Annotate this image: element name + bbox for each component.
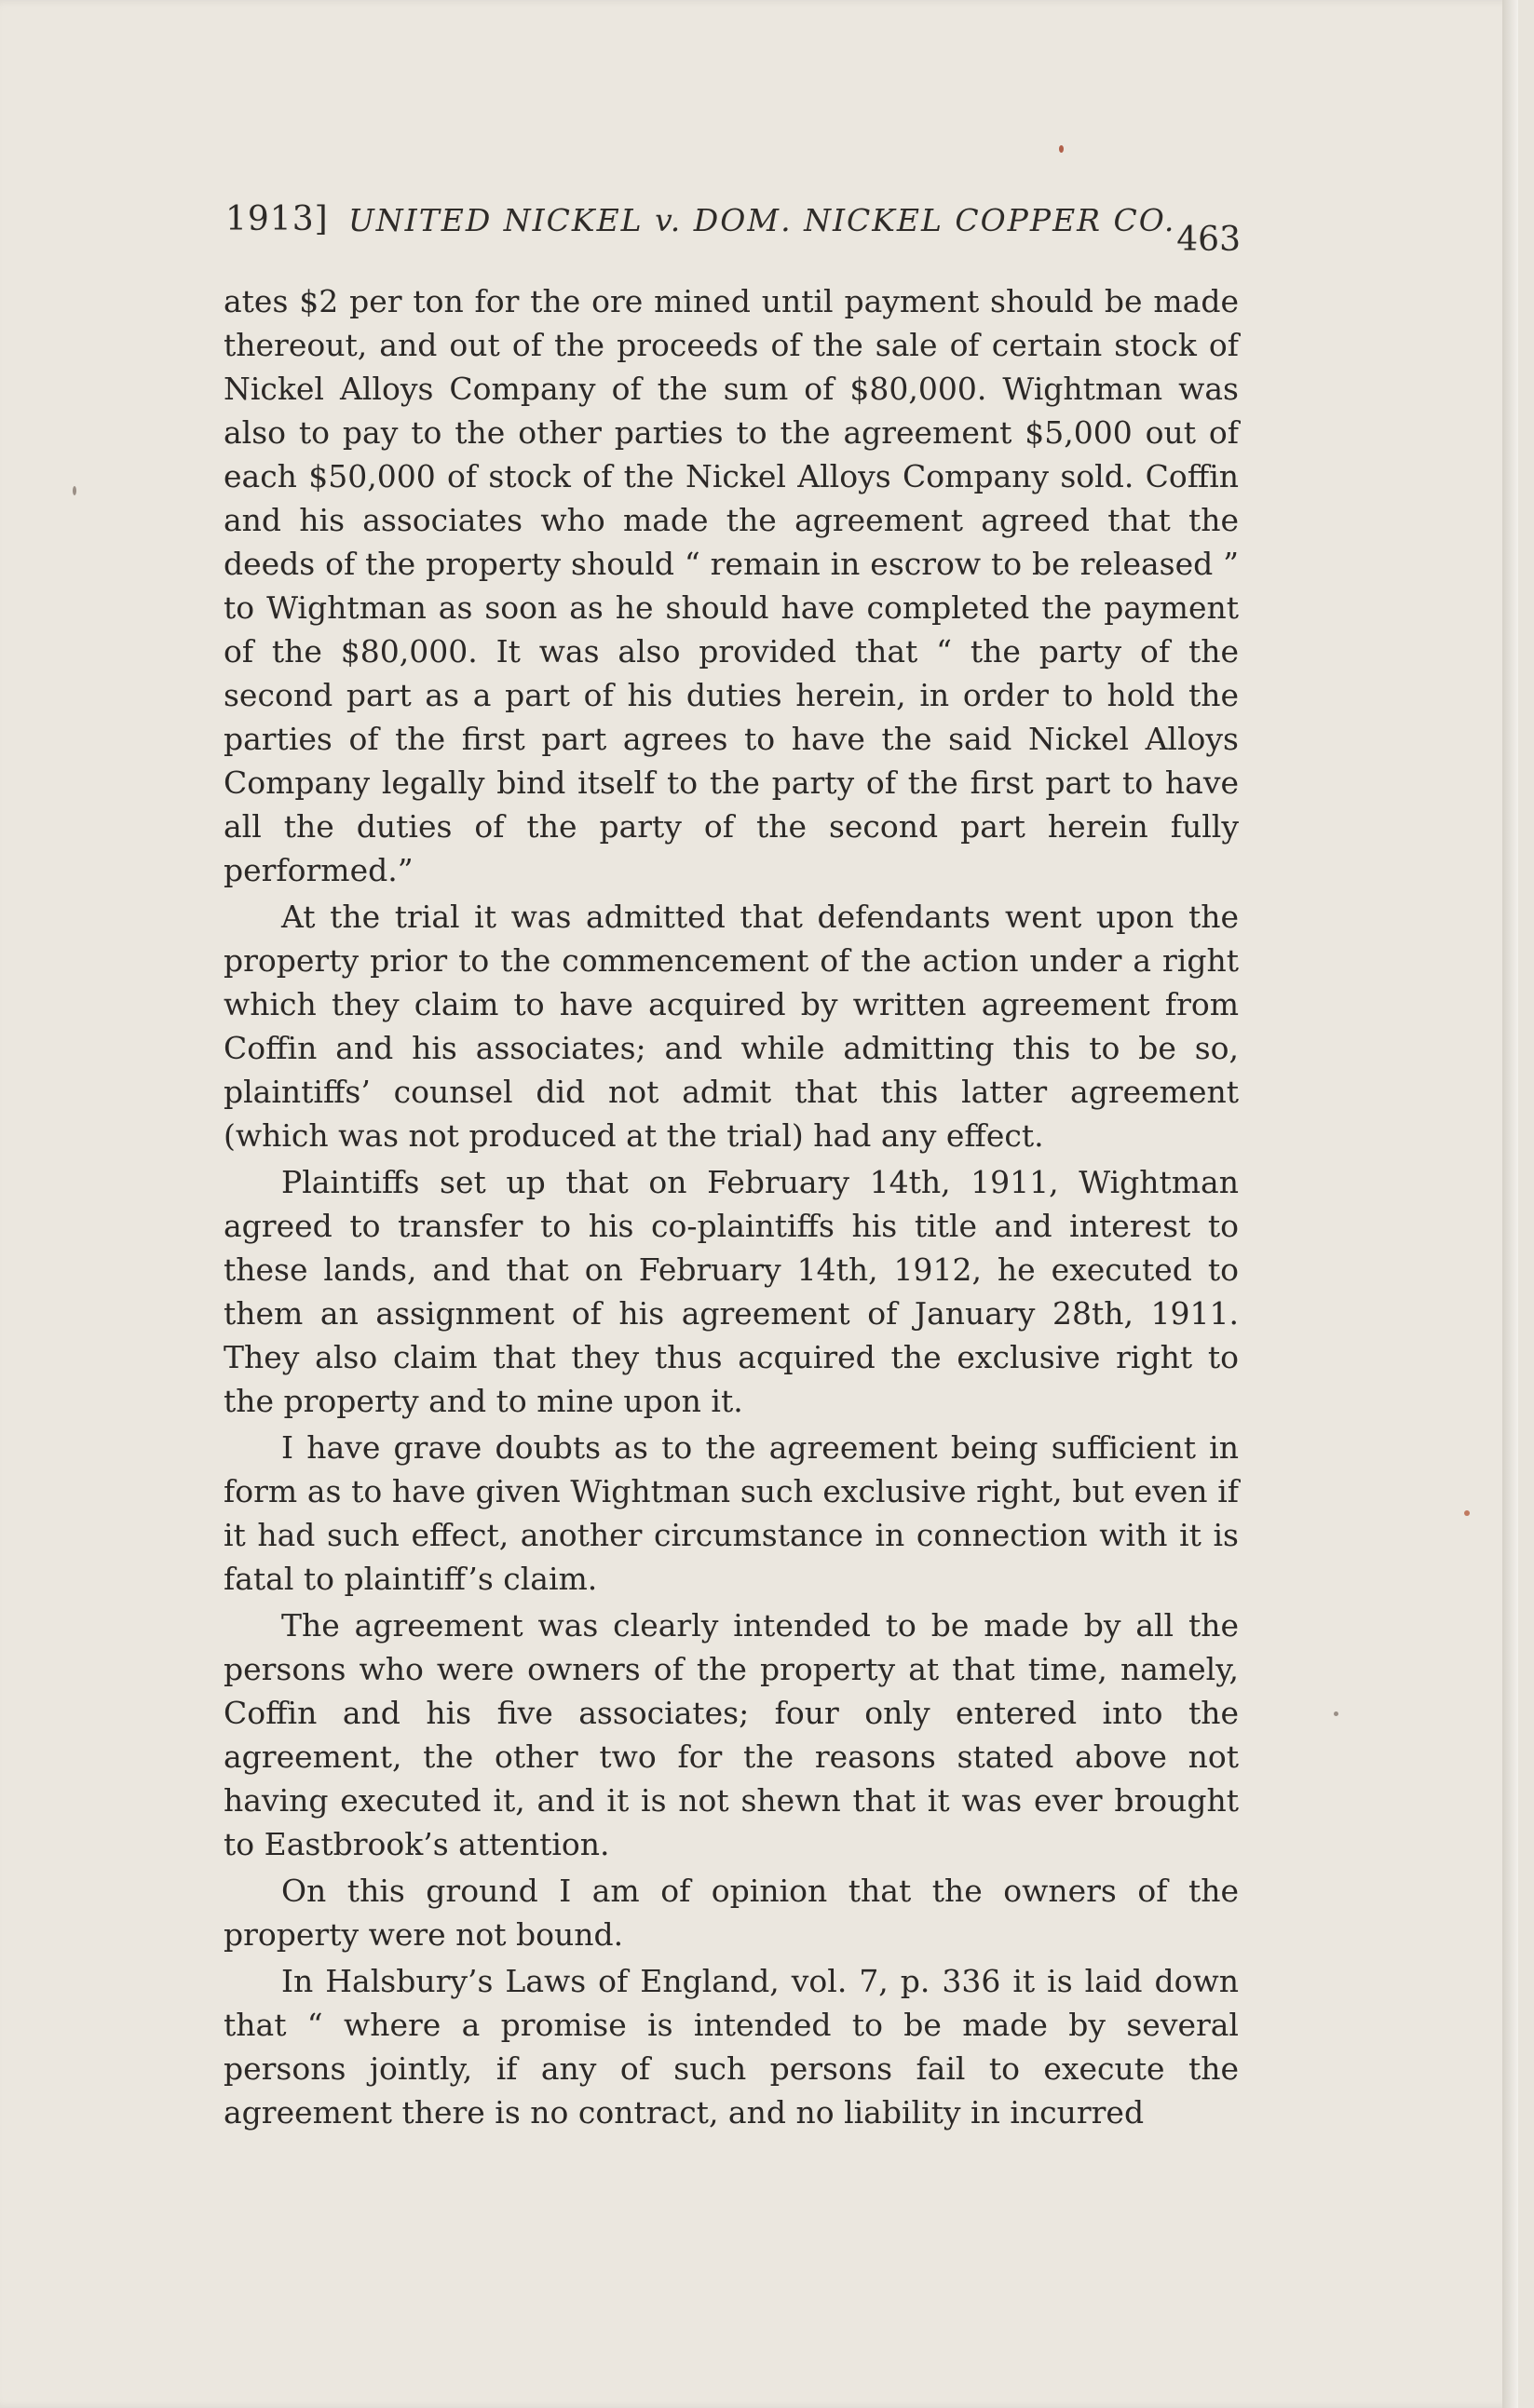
paper-speck — [1334, 1711, 1338, 1716]
paper-speck — [1059, 145, 1064, 153]
paragraph-agreement: The agreement was clearly intended to be made by all the persons who were owners of the property at that time, namely, Coffin and his five associates; four only entered into the agreement, the other two for the reasons stated above not having executed it, and it is not shewn that it was ever brought to Eastbrook’s attention. — [224, 1607, 1239, 1862]
paper-speck — [1464, 1510, 1470, 1516]
paragraph-continued: ates $2 per ton for the ore mined until payment should be made thereout, and out of the proceeds of the sale of certain stock of Nickel Alloys Company of the sum of $80,000. Wightman was also to pay to the other parties to the agreement $5,000 out of each $50,000 of stock of the Nickel Alloys Company sold. Coffin and his associates who made the agreement agreed that the deeds of the property should “ remain in escrow to be released ” to Wightman as soon as he should have completed the payment of the $80,000. It was also provided that “ the party of the second part as a part of his duties herein, in order to hold the parties of the first part agrees to have the said Nickel Alloys Company legally bind itself to the party of the first part to have all the duties of the party of the second part herein fully performed.” — [224, 283, 1239, 888]
header-year: 1913] — [225, 200, 329, 238]
running-header — [225, 200, 1241, 259]
header-title: UNITED NICKEL v. DOM. NICKEL COPPER CO. — [348, 202, 1176, 238]
body-text — [224, 279, 1239, 2137]
paragraph-opinion: On this ground I am of opinion that the owners of the property were not bound. — [224, 1873, 1239, 1953]
paragraph-plaintiffs: Plaintiffs set up that on February 14th, 1911, Wightman agreed to transfer to his co-plaintiffs his title and interest to these lands, and that on February 14th, 1912, he executed to them an assignment of his agreement of January 28th, 1911. They also claim that they thus acquired the exclusive right to the property and to mine upon it. — [224, 1164, 1239, 1419]
paragraph-halsbury: In Halsbury’s Laws of England, vol. 7, p. 336 it is laid down that “ where a promise is intended to be made by several persons jointly, if any of such persons fail to execute the agreement there is no contract, and no liability in incurred — [224, 1963, 1239, 2131]
paragraph-trial: At the trial it was admitted that defendants went upon the property prior to the commencement of the action under a right which they claim to have acquired by written agreement from Coffin and his associates; and while admitting this to be so, plaintiffs’ counsel did not admit that this latter agreement (which was not produced at the trial) had any effect. — [224, 899, 1239, 1154]
paper-speck — [73, 486, 76, 495]
page-number: 463 — [1176, 221, 1241, 259]
page-edge — [1502, 0, 1518, 2408]
paragraph-doubts: I have grave doubts as to the agreement being sufficient in form as to have given Wightman such exclusive right, but even if it had such effect, another circumstance in connection with it is fatal to plaintiff’s claim. — [224, 1429, 1239, 1597]
